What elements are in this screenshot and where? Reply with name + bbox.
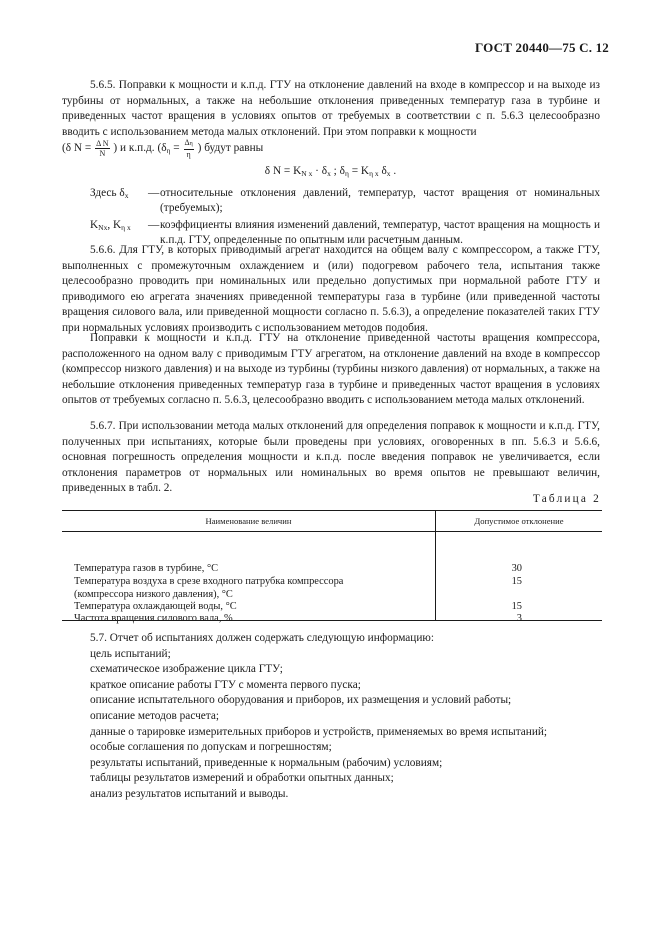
paragraph-5-6-5: 5.6.5. Поправки к мощности и к.п.д. ГТУ на отклонение давлений на входе в компрессор и на выходе из турбины от нормальных, а также на небольшие отклонения приведенных температур газа в турбине и приведенных частот вращения в условиях опытов от требуемых в соответствии с п. 5.6.3 целесообразно вводить с использованием метода малых отклонений. При этом поправки к мощности [62, 79, 600, 138]
list-item: данные о тарировке измерительных приборов и устройств, применяемых во время испытаний; [90, 725, 548, 738]
page-header: ГОСТ 20440—75 С. 12 [475, 40, 609, 55]
definition-k-coefficients: $K_{Nx}$, $K_{\eta x}$ — коэффициенты влияния изменений давлений, температур, частот вращения на мощность и к.п.д. ГТУ, определенные по опытным или расчетным данным. [90, 219, 600, 247]
inline-formula: (δ N = $\frac{\text{Δ N}}{N}$ ) и к.п.д. ($\delta_\eta$ = $\frac{\Delta\eta}{\eta}$ ) будут равны [62, 138, 264, 159]
centered-formula: δ $N = K_{N x} \cdot \delta_x$ ; $\delta_\eta = K_{\eta x}$ $\delta_x$ . [264, 165, 397, 178]
paragraph-5-6-7: 5.6.7. При использовании метода малых отклонений для определения поправок к мощности и к.п.д. ГТУ, полученных при испытаниях, которые были проведены при условиях, оговоренных в пп. 5.6.3 и 5.6.6, основная погрешность определения мощности и к.п.д. после введения поправок не увеличивается, если отклонения параметров от нормальных или номинальных во время опытов не превышают величин, приведенных в табл. 2. [62, 420, 600, 495]
list-item: описание методов расчета; [90, 709, 220, 722]
column-header-value: Допустимое отклонение [474, 516, 564, 526]
table-header-row [62, 511, 602, 532]
list-item: краткое описание работы ГТУ с момента первого пуска; [90, 678, 361, 691]
report-contents-list [90, 631, 547, 803]
list-item: результаты испытаний, приведенные к нормальным (рабочим) условиям; [90, 756, 443, 769]
table-body: Температура газов в турбине, °С 30 Температура воздуха в срезе входного патрубка компрессора 15 (компрессора низкого давления), °С Температура охлаждающей воды, °С 15 Частота вращения силового вала, % 3 [62, 532, 602, 621]
list-item: таблицы результатов измерений и обработки опытных данных; [90, 772, 394, 785]
list-item: схематическое изображение цикла ГТУ; [90, 663, 283, 676]
table-2 [62, 510, 602, 624]
definition-delta-x: Здесь $\delta_x$ — относительные отклонения давлений, температур, частот вращения от номинальных (требуемых); [90, 187, 600, 215]
list-item: цель испытаний; [90, 647, 171, 660]
list-item: 5.7. Отчет об испытаниях должен содержать следующую информацию: [90, 632, 434, 644]
list-item: анализ результатов испытаний и выводы. [90, 787, 289, 800]
paragraph-5-6-6: 5.6.6. Для ГТУ, в которых приводимый агрегат находится на общем валу с компрессором, а также ГТУ, выполненных с промежуточным охлаждением и (или) подогревом рабочего тела, испытания также целесообразно проводить при номинальных или предельно допустимых при нормальной работе ГТУ и приводимого ею агрегата значениях приведенной температуры газа в турбине (или приведенной частоты вращения силового вала, или приведенной мощности согласно п. 5.6.3), а определение показателей таких ГТУ при нормальных условиях производить с использованием методов подобия. [62, 244, 600, 334]
fraction-delta-n: $\frac{\text{Δ N}}{N}$ [96, 139, 109, 158]
list-item: описание испытательного оборудования и приборов, их размещения и условий работы; [90, 694, 512, 707]
table-caption: Таблица 2 [532, 493, 601, 505]
fraction-delta-eta: $\frac{\Delta\eta}{\eta}$ [184, 138, 193, 159]
list-item: особые соглашения по допускам и погрешностям; [90, 741, 332, 754]
column-header-name: Наименование величин [62, 511, 436, 531]
paragraph-5-6-6-corrections: Поправки к мощности и к.п.д. ГТУ на отклонение приведенной частоты вращения компрессора, расположенного на одном валу с приводимым ГТУ агрегатом, на отклонение давлений на входе в компрессор (компрессор низкого давления) и на выходе из турбины (турбины низкого давления) от нормальных, а также на небольшие отклонения приведенных температур газа в турбине и приведенных частот вращения в условиях опытов от требуемых согласно п. 5.6.3, целесообразно вводить с использованием метода малых отклонений. [62, 332, 600, 407]
